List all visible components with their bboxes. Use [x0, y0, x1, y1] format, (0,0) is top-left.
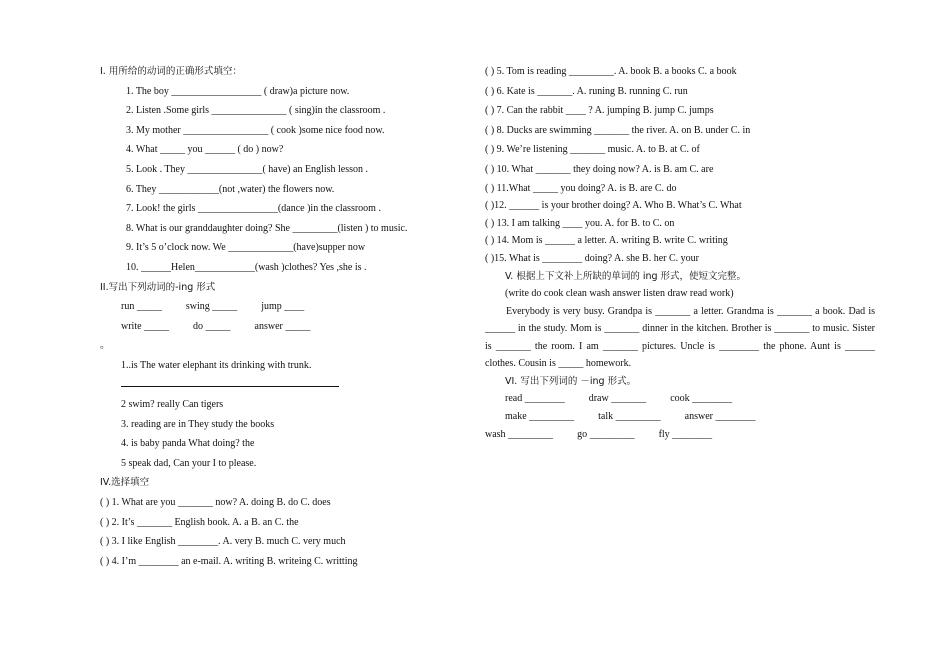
section1-title	[100, 62, 435, 82]
ing-row	[100, 317, 435, 337]
ing-item: talk _________	[598, 410, 661, 422]
reorder-item: 1..is The water elephant its drinking with trunk.	[121, 359, 312, 371]
reorder-item: 4. is baby panda What doing? the	[121, 438, 255, 450]
section4-title-text: IV.选择填空	[100, 477, 150, 489]
exercise-item: 10. ______Helen____________(wash )clothes? Yes ,she is .	[126, 261, 367, 273]
ing-item: cook ________	[670, 393, 733, 405]
answer-underline	[121, 376, 339, 387]
reorder-item: 5 speak dad, Can your I to please.	[121, 457, 257, 469]
section3-marker: 。	[100, 340, 110, 352]
choice-item: ( ) 6. Kate is _______. A. runing B. running C. run	[485, 85, 688, 97]
ing-row	[485, 390, 875, 408]
choice-item: ( ) 8. Ducks are swimming _______ the river. A. on B. under C. in	[485, 124, 751, 136]
choice-item: ( ) 4. I’m ________ an e-mail. A. writing B. writeing C. writting	[100, 555, 358, 567]
ing-item: draw _______	[588, 393, 647, 405]
ing-item: read ________	[505, 393, 565, 405]
left-column	[100, 62, 435, 571]
cloze-paragraph: Everybody is very busy. Grandpa is _______ a letter. Grandma is _______ a book. Dad is ______ in the study. Mom is _______ dinner in the kitchen. Brother is _______ to music. Sister is _______ the room. I am _______ pictures. Uncle is ________ the phone. Aunt is ______ clothes. Cousin is _____ homework.	[485, 305, 875, 370]
ing-row	[485, 408, 875, 426]
answer-line	[100, 376, 435, 396]
exercise-item: 4. What _____ you ______ ( do ) now?	[126, 144, 284, 156]
reorder-item: 3. reading are in They study the books	[121, 418, 275, 430]
choice-item: ( )12. ______ is your brother doing? A. Who B. What’s C. What	[485, 200, 742, 212]
choice-item: ( ) 3. I like English ________. A. very B. much C. very much	[100, 536, 346, 548]
ing-row	[100, 297, 435, 317]
ing-item: answer _____	[254, 320, 311, 332]
reorder-item: 2 swim? really Can tigers	[121, 399, 224, 411]
ing-item: answer ________	[684, 410, 756, 422]
choice-item: ( ) 7. Can the rabbit ____ ? A. jumping B. jump C. jumps	[485, 105, 714, 117]
word-bank: (write do cook clean wash answer listen draw read work)	[505, 288, 734, 300]
section6-title-text: VI. 写出下列词的 －ing 形式。	[505, 375, 637, 387]
ing-item: jump ____	[261, 301, 305, 313]
ing-item: fly ________	[658, 428, 713, 440]
choice-item: ( ) 2. It’s _______ English book. A. a B. an C. the	[100, 516, 299, 528]
section5-title	[485, 268, 875, 286]
ing-item: run _____	[121, 301, 162, 313]
ing-item: do _____	[193, 320, 231, 332]
right-column	[485, 62, 875, 443]
ing-row	[485, 426, 875, 444]
exercise-item: 2. Listen .Some girls _______________ ( sing)in the classroom .	[126, 105, 386, 117]
section1-title-text: I. 用所给的动词的正确形式填空：	[100, 66, 242, 77]
choice-item: ( ) 5. Tom is reading _________. A. book B. a books C. a book	[485, 66, 737, 77]
choice-item: ( ) 10. What _______ they doing now? A. is B. am C. are	[485, 163, 714, 175]
choice-item: ( ) 14. Mom is ______ a letter. A. writing B. write C. writing	[485, 235, 728, 247]
choice-item: ( ) 1. What are you _______ now? A. doing B. do C. does	[100, 497, 331, 509]
exercise-item: 5. Look . They _______________( have) an English lesson .	[126, 163, 369, 175]
exercise-item: 1. The boy __________________ ( draw)a picture now.	[126, 85, 350, 97]
exercise-item: 6. They ____________(not ,water) the flowers now.	[126, 183, 335, 195]
choice-item: ( ) 11.What _____ you doing? A. is B. are C. do	[485, 182, 677, 194]
ing-item: write _____	[121, 320, 170, 332]
exercise-item: 9. It’s 5 o’clock now. We _____________(have)supper now	[126, 242, 366, 254]
section2-title	[100, 278, 435, 298]
exercise-item: 3. My mother _________________ ( cook )some nice food now.	[126, 124, 385, 136]
section6-title	[485, 373, 875, 391]
exercise-item: 8. What is our granddaughter doing? She _________(listen ) to music.	[126, 222, 408, 234]
section2-title-text: II.写出下列动词的-ing 形式	[100, 281, 216, 293]
exercise-item: 7. Look! the girls ________________(dance )in the classroom .	[126, 203, 381, 215]
section5-title-text: V. 根据上下文补上所缺的单词的 ing 形式，使短文完整。	[505, 270, 747, 282]
choice-item: ( ) 9. We’re listening _______ music. A. to B. at C. of	[485, 144, 700, 156]
ing-item: make _________	[505, 410, 575, 422]
ing-item: wash _________	[485, 428, 554, 440]
ing-item: swing _____	[185, 301, 238, 313]
choice-item: ( )15. What is ________ doing? A. she B. her C. your	[485, 252, 699, 264]
section4-title	[100, 473, 435, 493]
ing-item: go _________	[577, 428, 635, 440]
choice-item: ( ) 13. I am talking ____ you. A. for B. to C. on	[485, 217, 675, 229]
